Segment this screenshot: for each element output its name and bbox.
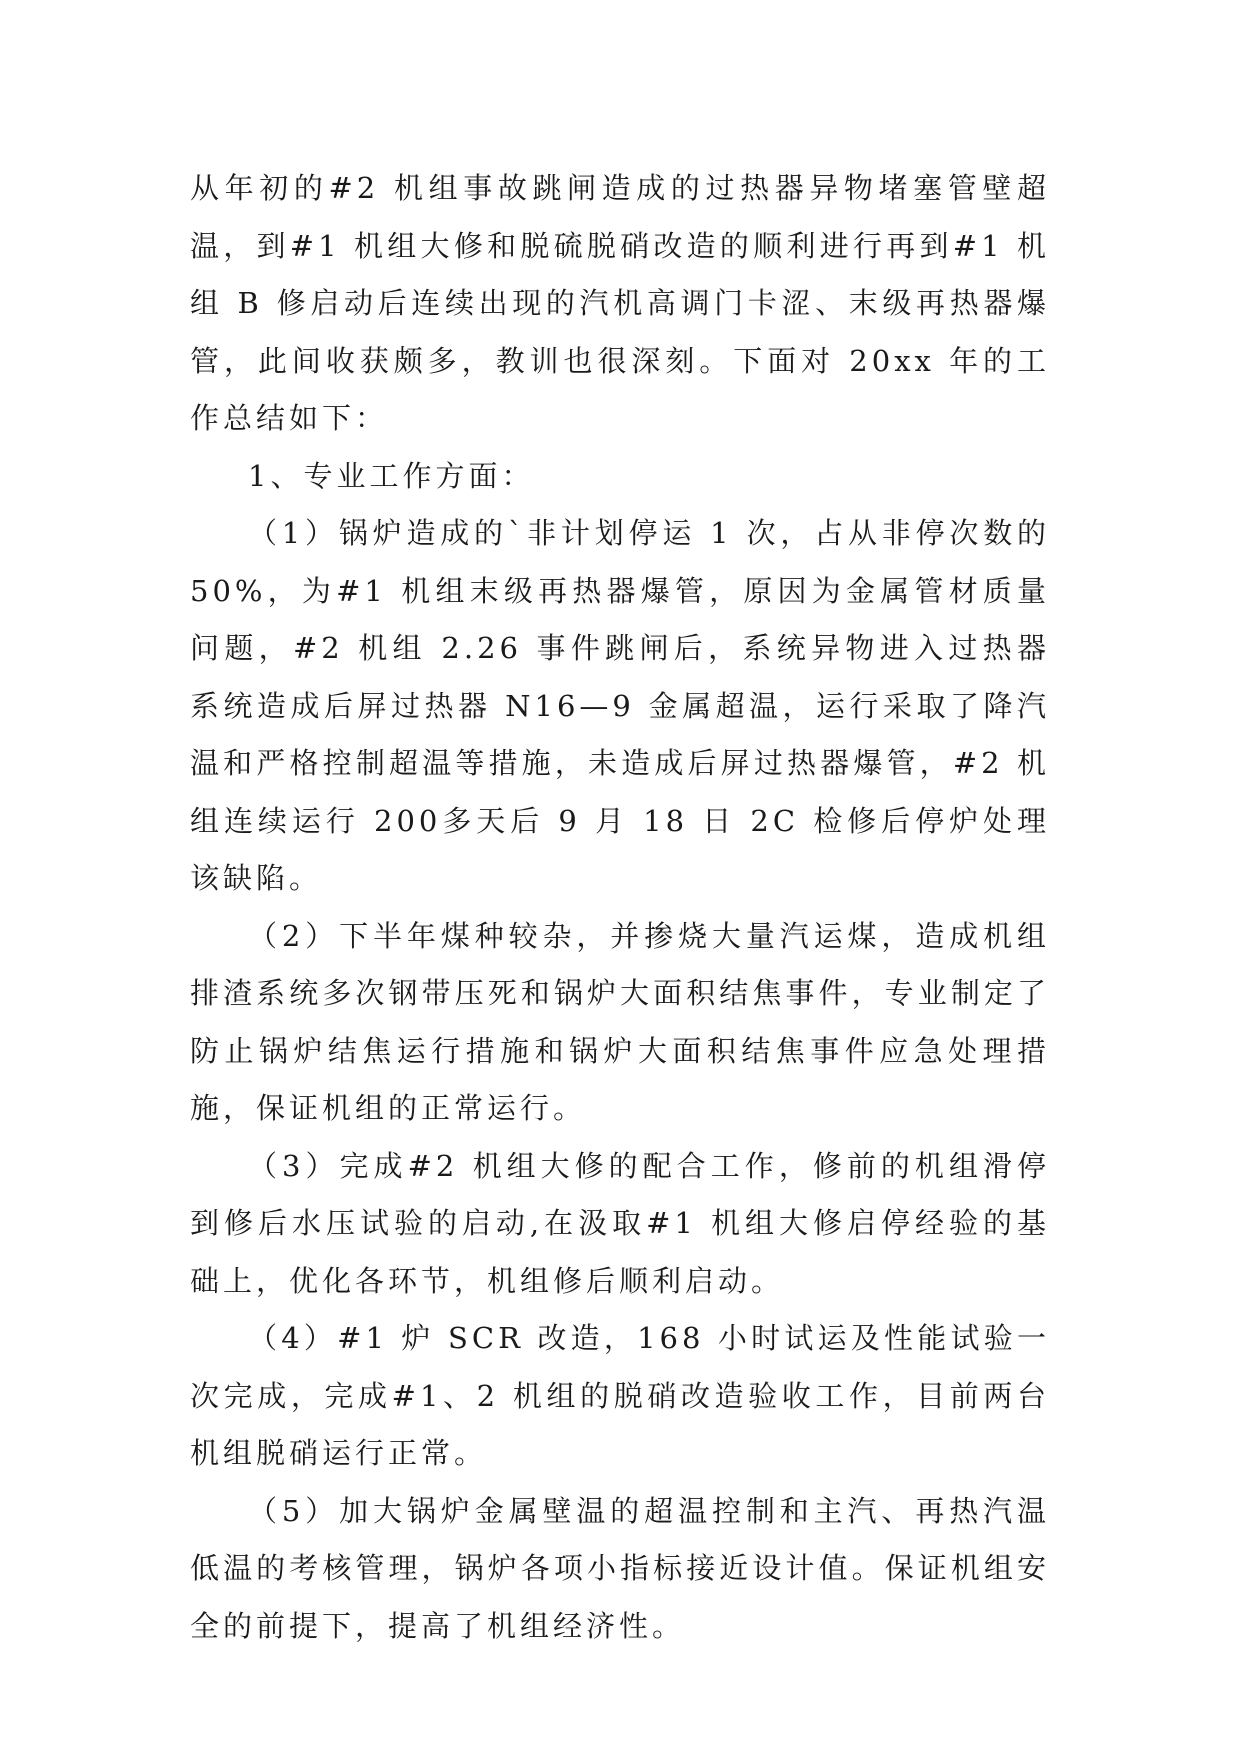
item-4-paragraph: （4）#1 炉 SCR 改造，168 小时试运及性能试验一次完成，完成#1、2 机组的脱硝改造验收工作，目前两台机组脱硝运行正常。	[190, 1321, 1050, 1470]
item-3-paragraph: （3）完成#2 机组大修的配合工作，修前的机组滑停到修后水压试验的启动,在汲取#1 机组大修启停经验的基础上，优化各环节，机组修后顺利启动。	[190, 1148, 1050, 1298]
item-1-paragraph: （1）锅炉造成的`非计划停运 1 次，占从非停次数的50%，为#1 机组末级再热器爆管，原因为金属管材质量问题，#2 机组 2.26 事件跳闸后，系统异物进入过热器系统造成后屏过热器 N16—9 金属超温，运行采取了降汽温和严格控制超温等措施，未造成后屏过热器爆管，#2 机组连续运行 200多天后 9 月 18 日 2C 检修后停炉处理该缺陷。	[190, 516, 1050, 895]
item-2-paragraph: （2）下半年煤种较杂，并掺烧大量汽运煤，造成机组排渣系统多次钢带压死和锅炉大面积结焦事件，专业制定了防止锅炉结焦运行措施和锅炉大面积结焦事件应急处理措施，保证机组的正常运行。	[190, 918, 1050, 1125]
document-body	[190, 160, 1050, 1655]
section-heading: 1、专业工作方面：	[248, 458, 535, 493]
item-5-paragraph: （5）加大锅炉金属壁温的超温控制和主汽、再热汽温低温的考核管理，锅炉各项小指标接近设计值。保证机组安全的前提下，提高了机组经济性。	[190, 1493, 1050, 1643]
intro-paragraph: 从年初的#2 机组事故跳闸造成的过热器异物堵塞管壁超温，到#1 机组大修和脱硫脱硝改造的顺利进行再到#1 机组 B 修启动后连续出现的汽机高调门卡涩、末级再热器爆管，此间收获颇多，教训也很深刻。下面对 20xx 年的工作总结如下：	[190, 171, 1050, 435]
